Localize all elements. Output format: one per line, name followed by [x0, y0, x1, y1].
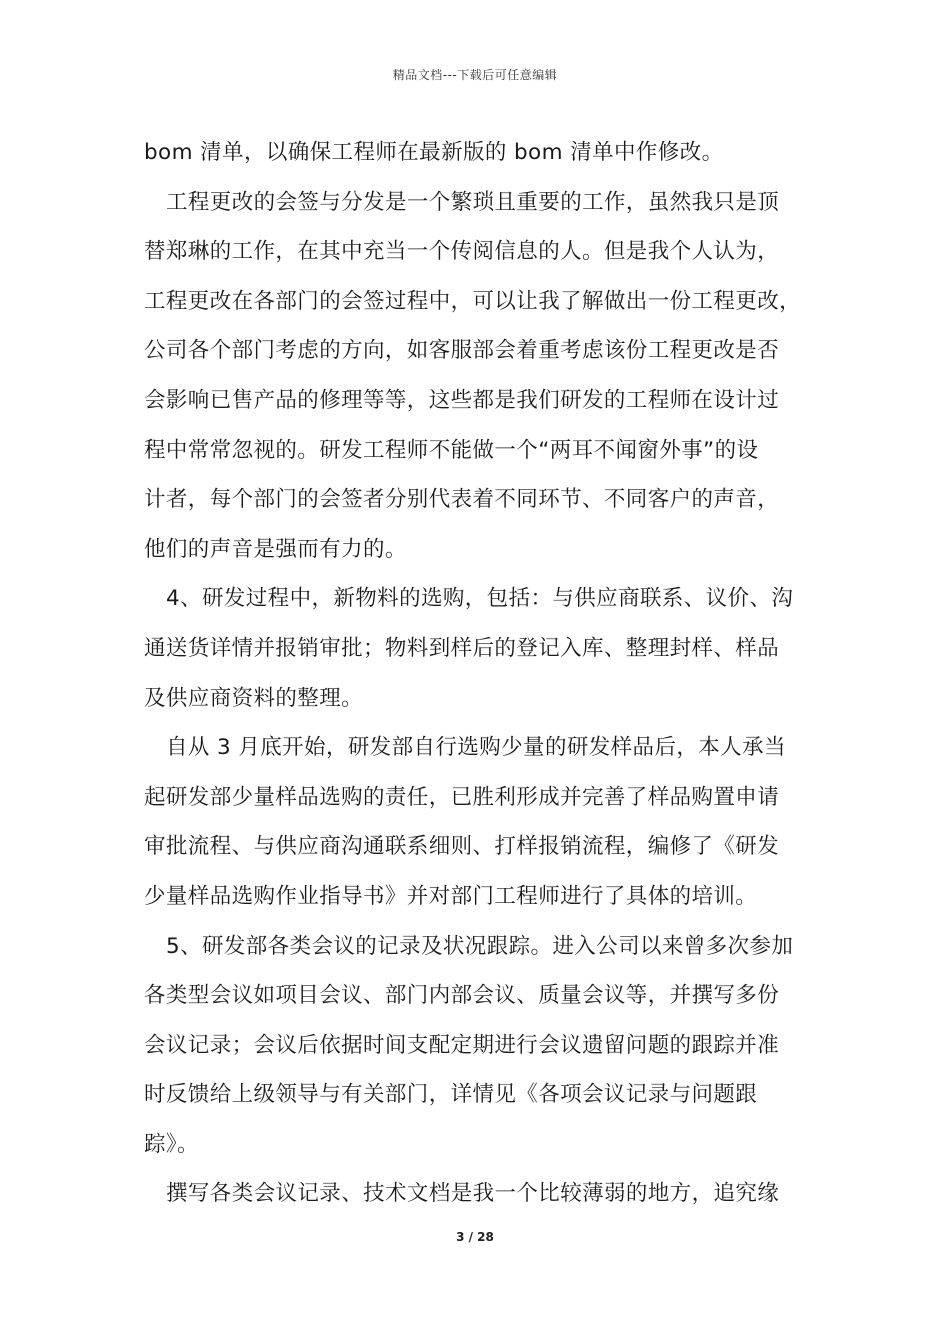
text-line: 少量样品选购作业指导书》并对部门工程师进行了具体的培训。 — [144, 883, 758, 909]
text-line: 撰写各类会议记录、技术文档是我一个比较薄弱的地方，追究缘 — [166, 1181, 780, 1207]
text-line: 计者，每个部门的会签者分别代表着不同环节、不同客户的声音， — [144, 487, 780, 513]
text-line: 工程更改的会签与分发是一个繁琐且重要的工作，虽然我只是顶 — [166, 189, 780, 215]
text-line: 公司各个部门考虑的方向，如客服部会着重考虑该份工程更改是否 — [144, 338, 780, 364]
page-header: 精品文档---下载后可任意编辑 — [392, 68, 558, 82]
text-line: 会影响已售产品的修理等等，这些都是我们研发的工程师在设计过 — [144, 387, 780, 413]
text-line: 程中常常忽视的。研发工程师不能做一个“两耳不闻窗外事”的设 — [144, 437, 759, 463]
text-line: 会议记录；会议后依据时间支配定期进行会议遗留问题的跟踪并准 — [144, 1032, 780, 1058]
text-line: 各类型会议如项目会议、部门内部会议、质量会议等，并撰写多份 — [144, 983, 780, 1009]
text-line: 替郑琳的工作，在其中充当一个传阅信息的人。但是我个人认为， — [144, 239, 780, 265]
document-body — [144, 128, 812, 1219]
text-line: 及供应商资料的整理。 — [144, 685, 364, 711]
text-line: 起研发部少量样品选购的责任，已胜利形成并完善了样品购置申请 — [144, 784, 780, 810]
text-line: 工程更改在各部门的会签过程中，可以让我了解做出一份工程更改， — [144, 288, 802, 314]
text-line: bom 清单，以确保工程师在最新版的 bom 清单中作修改。 — [144, 140, 724, 165]
text-line: 通送货详情并报销审批；物料到样后的登记入库、整理封样、样品 — [144, 635, 780, 661]
text-line: 5、研发部各类会议的记录及状况跟踪。进入公司以来曾多次参加 — [166, 933, 794, 959]
text-line: 踪》。 — [144, 1131, 199, 1157]
text-line: 他们的声音是强而有力的。 — [144, 536, 407, 562]
text-line: 自从 3 月底开始，研发部自行选购少量的研发样品后，本人承当 — [166, 735, 786, 761]
text-line: 时反馈给上级领导与有关部门，详情见《各项会议记录与问题跟 — [144, 1082, 758, 1108]
text-line: 审批流程、与供应商沟通联系细则、打样报销流程，编修了《研发 — [144, 834, 780, 860]
page-number: 3 / 28 — [456, 1230, 494, 1244]
text-line: 4、研发过程中，新物料的选购，包括：与供应商联系、议价、沟 — [166, 586, 794, 612]
